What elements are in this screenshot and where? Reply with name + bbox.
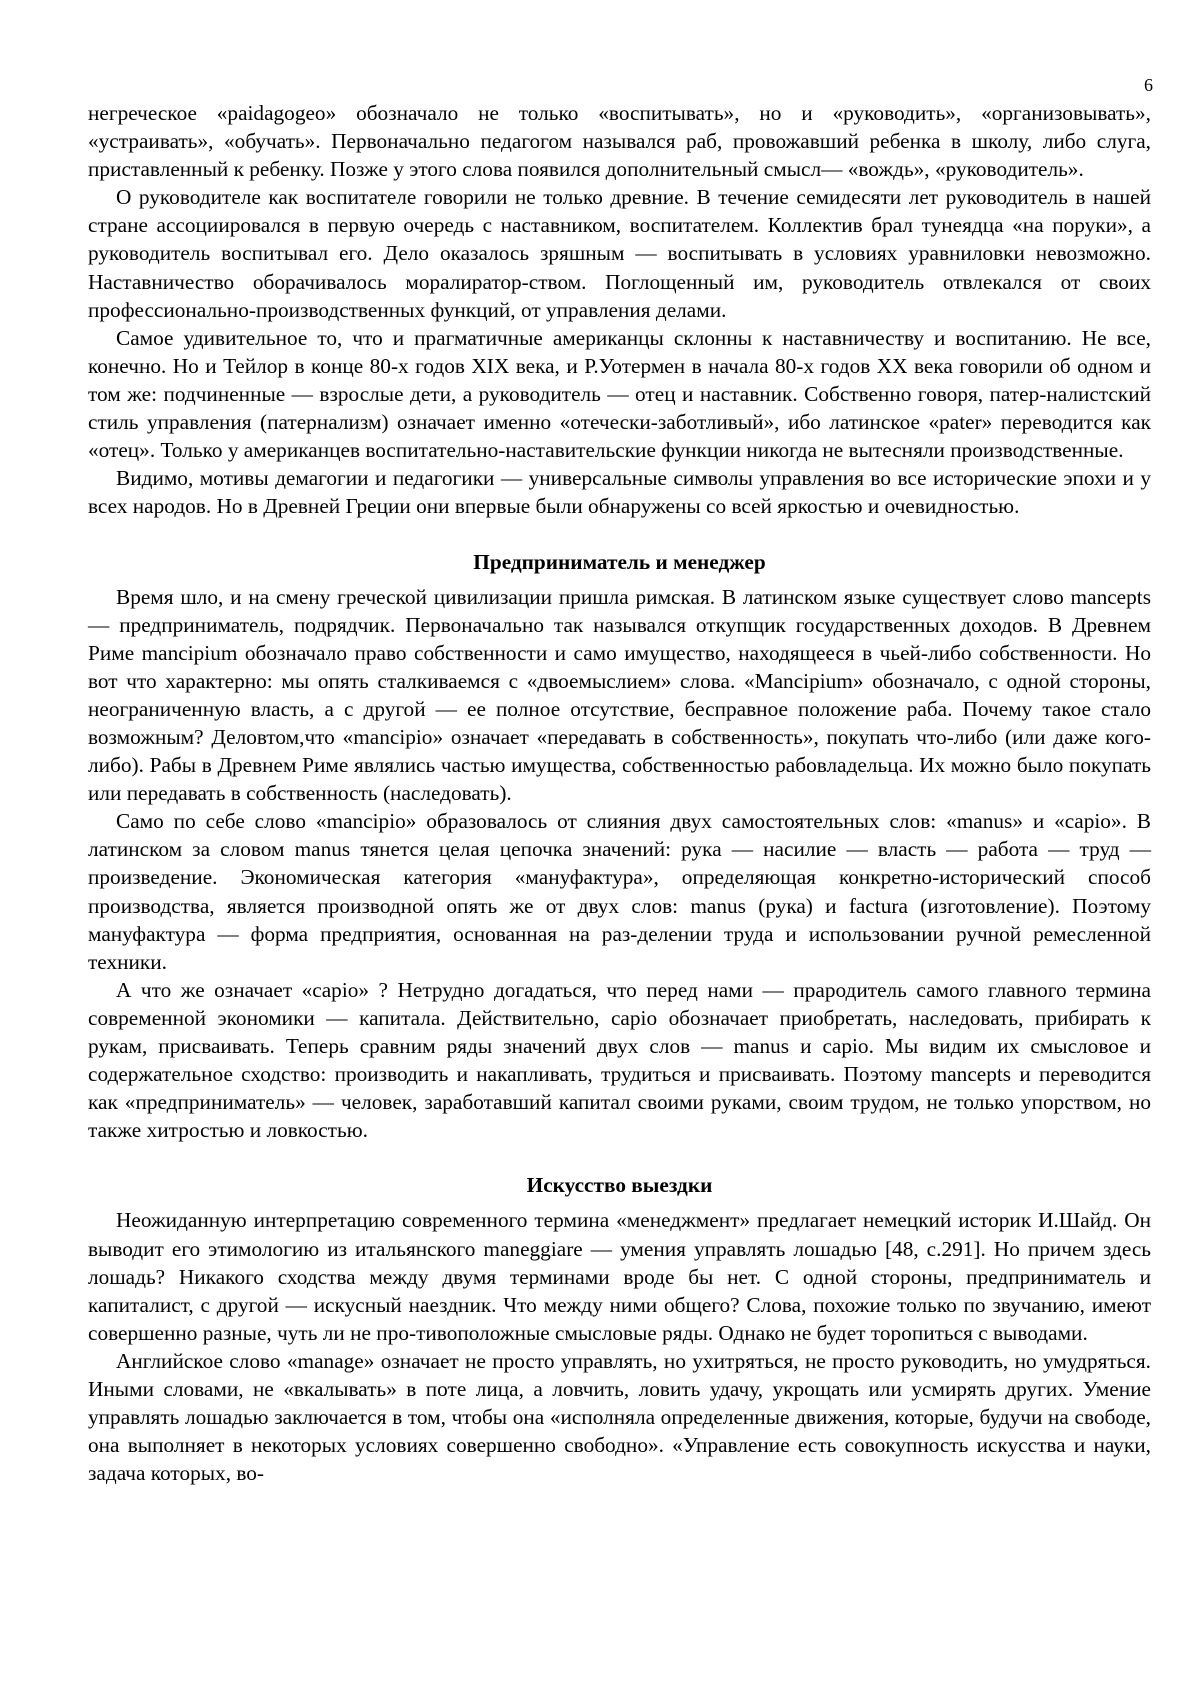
paragraph: Само по себе слово «mancipio» образовалось от слияния двух самостоятельных слов: «manus» и «capio». В латинском за словом manus тянется целая цепочка значений: рука — насилие — власть — работа — труд — произведение. Экономическая категория «мануфактура», определяющая конкретно-исторический способ производства, является производной опять же от двух слов: manus (рука) и factura (изготовление). Поэтому мануфактура — форма предприятия, основанная на раз-делении труда и использовании ручной ремесленной техники. xyxy=(88,809,1151,974)
paragraph: Видимо, мотивы демагогии и педагогики — универсальные символы управления во все исторические эпохи и у всех народов. Но в Древней Греции они впервые были обнаружены со всей яркостью и очевидностью. xyxy=(88,466,1151,519)
paragraph: Неожиданную интерпретацию современного термина «менеджмент» предлагает немецкий историк И.Шайд. Он выводит его этимологию из итальянского maneggiare — умения управлять лошадью [48, с.291]. Но причем здесь лошадь? Никакого сходства между двумя терминами вроде бы нет. С одной стороны, предприниматель и капиталист, с другой — искусный наездник. Что между ними общего? Слова, похожие только по звучанию, имеют совершенно разные, чуть ли не про-тивоположные смысловые ряды. Однако не будет торопиться с выводами. xyxy=(88,1208,1151,1345)
paragraph: Английское слово «manage» означает не просто управлять, но ухитряться, не просто руководить, но умудряться. Иными словами, не «вкалывать» в поте лица, а ловчить, ловить удачу, укрощать или усмирять других. Умение управлять лошадью заключается в том, чтобы она «исполняла определенные движения, которые, будучи на свободе, она выполняет в некоторых условиях совершенно свободно». «Управление есть совокупность искусства и науки, задача которых, во- xyxy=(88,1348,1151,1486)
paragraph: негреческое «paidagogeo» обозначало не только «воспитывать», но и «руководить», «организовывать», «устраивать», «обучать». Первоначально педагогом назывался раб, провожавший ребенка в школу, либо слуга, приставленный к ребенку. Позже у этого слова появился дополнительный смысл— «вождь», «руководитель». xyxy=(88,101,1151,182)
paragraph: А что же означает «capio» ? Нетрудно догадаться, что перед нами — прародитель самого главного термина современной экономики — капитала. Действительно, capio обозначает приобретать, наследовать, прибирать к рукам, присваивать. Теперь сравним ряды значений двух слов — manus и capio. Мы видим их смысловое и содержательное сходство: производить и накапливать, трудиться и присваивать. Поэтому mancepts и переводится как «предприниматель» — человек, заработавший капитал своими руками, своим трудом, не только упорством, но также хитростью и ловкостью. xyxy=(88,977,1151,1143)
page-number: 6 xyxy=(1144,75,1153,95)
section-heading: Предприниматель и менеджер xyxy=(473,550,766,575)
text-body xyxy=(88,99,1151,1487)
paragraph: О руководителе как воспитателе говорили не только древние. В течение семидесяти лет руководитель в нашей стране ассоциировался в первую очередь с наставником, воспитателем. Коллектив брал тунеядца «на поруки», а руководитель воспитывал его. Дело оказалось зряшным — воспитывать в условиях уравниловки невозможно. Наставничество оборачивалось моралиpатор-ством. Поглощенный им, руководитель отвлекался от своих профессионально-производственных функций, от управления делами. xyxy=(88,185,1151,322)
paragraph: Время шло, и на смену греческой цивилизации пришла римская. В латинском языке существует слово mancepts — предприниматель, подрядчик. Первоначально так назывался откупщик государственных доходов. В Древнем Риме mancipium обозначало право собственности и само имущество, находящееся в чьей-либо собственности. Но вот что характерно: мы опять сталкиваемся с «двоемыслием» слова. «Mancipium» обозначало, с одной стороны, неограниченную власть, а с другой — ее полное отсутствие, бесправное положение раба. Почему такое стало возможным? Деловтом,что «mancipio» означает «передавать в собственность», покупать что-либо (или даже кого-либо). Рабы в Древнем Риме являлись частью имущества, собственностью рабовладельца. Их можно было покупать или передавать в собственность (наследовать). xyxy=(88,584,1151,806)
paragraph: Самое удивительное то, что и прагматичные американцы склонны к наставничеству и воспитанию. Не все, конечно. Но и Тейлор в конце 80-х годов XIX века, и Р.Уотермен в начала 80-х годов XX века говорили об одном и том же: подчиненные — взрослые дети, а руководитель — отец и наставник. Собственно говоря, патер-налистский стиль управления (патернализм) означает именно «отечески-заботливый», ибо латинское «pater» переводится как «отец». Только у американцев воспитательно-наставительские функции никогда не вытесняли производственные. xyxy=(88,325,1151,463)
section-heading: Искусство выездки xyxy=(526,1173,713,1198)
